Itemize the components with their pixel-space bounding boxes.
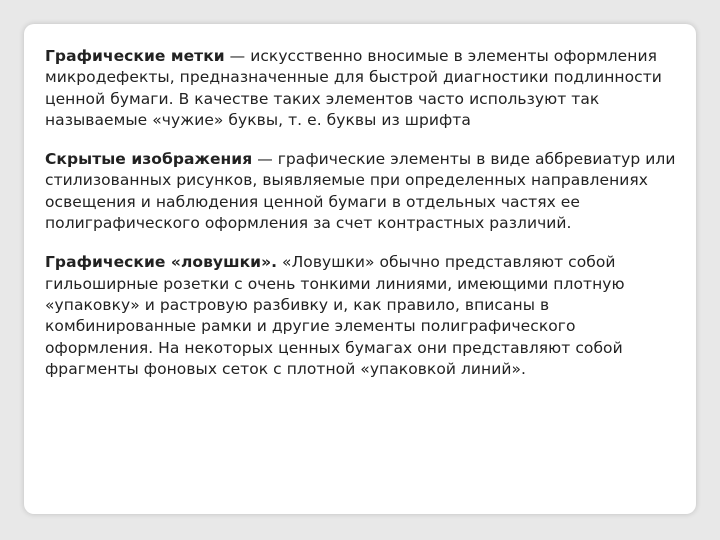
paragraph-graphic-marks xyxy=(45,46,682,131)
definition-graphic-marks: — искусственно вносимые в элементы оформления микродефекты, предназначенные для быстрой диагностики подлинности ценной бумаги. В качестве таких элементов часто используют так называемые «чужие» буквы, т. е. буквы из шрифта xyxy=(45,47,662,129)
term-hidden-images: Скрытые изображения xyxy=(45,150,253,169)
paragraph-hidden-images xyxy=(45,149,682,234)
paragraph-graphic-traps xyxy=(45,252,682,380)
definition-graphic-traps: «Ловушки» обычно представляют собой гильоширные розетки с очень тонкими линиями, имеющими плотную «упаковку» и растровую разбивку и, как правило, вписаны в комбинированные рамки и другие элементы полиграфического оформления. На некоторых ценных бумагах они представляют собой фрагменты фоновых сеток с плотной «упаковкой линий». xyxy=(45,253,625,378)
slide-card xyxy=(24,24,696,514)
definition-hidden-images: — графические элементы в виде аббревиатур или стилизованных рисунков, выявляемые при определенных направлениях освещения и наблюдения ценной бумаги в отдельных частях ее полиграфического оформления за счет контрастных различий. xyxy=(45,150,676,233)
term-graphic-marks: Графические метки xyxy=(45,47,225,65)
term-graphic-traps: Графические «ловушки». xyxy=(45,253,278,272)
